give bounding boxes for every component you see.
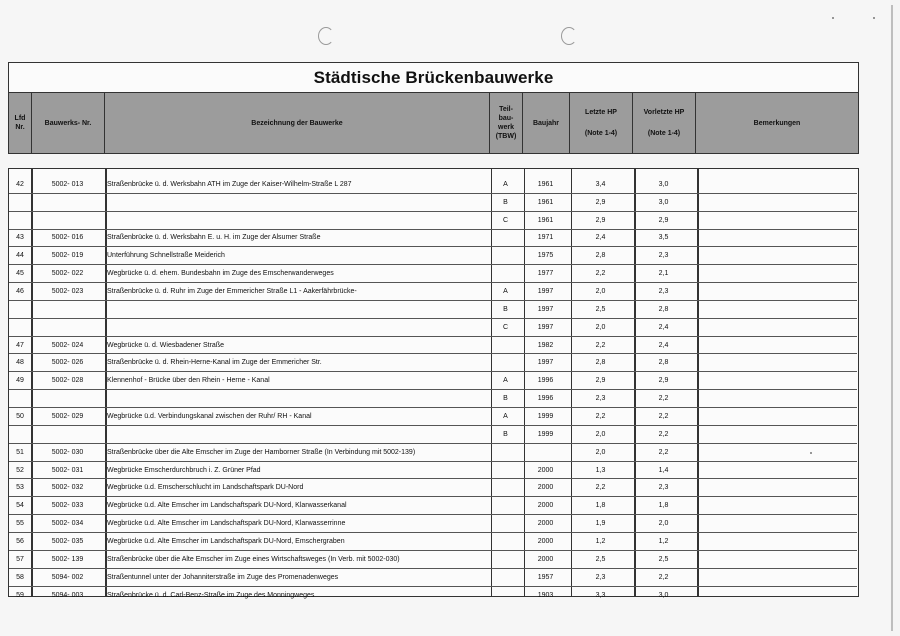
cell-lfd-nr (9, 319, 31, 336)
cell-lfd-nr: 45 (16, 270, 24, 278)
cell-bezeichnung: Straßenbrücke ü. d. Werksbahn ATH im Zuge der Kaiser-Wilhelm-Straße L 287 (107, 180, 352, 188)
cell-bezeichnung: Straßenbrücke ü. d. Werksbahn E. u. H. im Zuge der Alsumer Straße (107, 234, 321, 242)
cell-letzte-hp: 3,4 (595, 180, 606, 188)
cell-teilbauwerk (489, 444, 522, 461)
cell-teilbauwerk (489, 247, 522, 264)
table-row (9, 372, 857, 390)
cell-bemerkungen (695, 212, 857, 229)
cell-bemerkungen (695, 265, 857, 282)
cell-teilbauwerk (489, 515, 522, 532)
cell-baujahr: 1903 (537, 591, 554, 599)
cell-lfd-nr: 42 (16, 180, 24, 188)
header-vorletzte-hp-label: Vorletzte HP (643, 109, 685, 116)
cell-bezeichnung: Straßenbrücke ü. d. Ruhr im Zuge der Emmericher Straße L1 - Aakerfährbrücke- (107, 288, 357, 296)
cell-bemerkungen (695, 426, 857, 443)
cell-bemerkungen (695, 355, 857, 372)
cell-bezeichnung (104, 301, 489, 318)
cell-bezeichnung: Straßenbrücke über die Alte Emscher im Zuge der Hamborner Straße (In Verbindung mit 5002-139) (107, 448, 416, 456)
cell-bemerkungen (695, 551, 857, 568)
cell-bemerkungen (695, 408, 857, 425)
cell-baujahr: 1961 (537, 180, 554, 188)
cell-letzte-hp: 1,9 (595, 520, 606, 528)
cell-bauwerks-nr: 5002- 023 (51, 288, 84, 296)
cell-letzte-hp: 2,5 (595, 555, 606, 563)
cell-bezeichnung: Wegbrücke ü.d. Alte Emscher im Landschaftspark DU-Nord, Emschergraben (107, 537, 345, 545)
cell-baujahr (522, 444, 569, 461)
cell-bemerkungen (695, 587, 857, 605)
cell-baujahr: 1997 (537, 359, 554, 367)
cell-bemerkungen (695, 390, 857, 407)
cell-baujahr: 1975 (537, 252, 554, 260)
cell-bezeichnung: Wegbrücke ü.d. Emscherschlucht im Landschaftspark DU-Nord (107, 484, 304, 492)
cell-lfd-nr: 49 (16, 377, 24, 385)
cell-bauwerks-nr: 5002- 026 (51, 359, 84, 367)
cell-bemerkungen (695, 176, 857, 193)
cell-bemerkungen (695, 247, 857, 264)
cell-bezeichnung: Wegbrücke ü. d. Wiesbadener Straße (107, 341, 224, 349)
cell-letzte-hp: 2,8 (595, 359, 606, 367)
cell-bauwerks-nr: 5002- 034 (51, 520, 84, 528)
cell-teilbauwerk (489, 587, 522, 605)
cell-bezeichnung (104, 390, 489, 407)
cell-baujahr: 1971 (537, 234, 554, 242)
cell-bemerkungen (695, 444, 857, 461)
cell-vorletzte-hp: 2,3 (658, 252, 669, 260)
cell-lfd-nr: 57 (16, 555, 24, 563)
title-box (8, 62, 859, 92)
cell-bauwerks-nr: 5002- 022 (51, 270, 84, 278)
cell-lfd-nr: 46 (16, 288, 24, 296)
cell-teilbauwerk: C (502, 323, 509, 331)
cell-bezeichnung: Wegbrücke ü.d. Alte Emscher im Landschaftspark DU-Nord, Klarwasserkanal (107, 502, 347, 510)
table-row (9, 533, 857, 551)
cell-baujahr: 1997 (537, 323, 554, 331)
header-baujahr: Baujahr (523, 93, 570, 153)
table-row (9, 265, 857, 283)
table-row (9, 355, 857, 373)
table-row (9, 462, 857, 480)
cell-bezeichnung (104, 194, 489, 211)
cell-vorletzte-hp: 2,3 (658, 288, 669, 296)
cell-vorletzte-hp: 2,1 (658, 270, 669, 278)
cell-baujahr: 1996 (537, 395, 554, 403)
cell-baujahr: 1997 (537, 305, 554, 313)
table-row (9, 587, 857, 605)
cell-vorletzte-hp: 2,3 (658, 484, 669, 492)
punch-hole-right (561, 27, 577, 45)
table-row (9, 515, 857, 533)
cell-vorletzte-hp: 2,5 (658, 555, 669, 563)
cell-bemerkungen (695, 497, 857, 514)
cell-lfd-nr (9, 390, 31, 407)
cell-bezeichnung (104, 426, 489, 443)
cell-lfd-nr: 50 (16, 412, 24, 420)
cell-baujahr: 1957 (537, 573, 554, 581)
cell-baujahr: 1999 (537, 412, 554, 420)
cell-vorletzte-hp: 1,4 (658, 466, 669, 474)
cell-bezeichnung: Unterführung Schnellstraße Meiderich (107, 252, 225, 260)
header-teilbauwerk: Teil- bau- werk (TBW) (490, 93, 523, 153)
cell-bemerkungen (695, 194, 857, 211)
cell-lfd-nr: 55 (16, 520, 24, 528)
punch-hole-left (318, 27, 334, 45)
cell-baujahr: 1961 (537, 198, 554, 206)
cell-bauwerks-nr: 5094- 003 (51, 591, 84, 599)
cell-bezeichnung: Wegbrücke ü.d. Verbindungskanal zwischen der Ruhr/ RH - Kanal (107, 412, 312, 420)
cell-baujahr: 2000 (537, 466, 554, 474)
cell-bezeichnung: Wegbrücke ü.d. Alte Emscher im Landschaftspark DU-Nord, Klarwasserrinne (107, 520, 346, 528)
cell-teilbauwerk (489, 337, 522, 354)
scan-speck (873, 17, 875, 19)
cell-bauwerks-nr: 5002- 033 (51, 502, 84, 510)
cell-bauwerks-nr: 5002- 035 (51, 537, 84, 545)
cell-bauwerks-nr: 5002- 029 (51, 412, 84, 420)
cell-vorletzte-hp: 2,0 (658, 520, 669, 528)
cell-teilbauwerk (489, 569, 522, 586)
table-row (9, 426, 857, 444)
header-bemerkungen: Bemerkungen (753, 119, 801, 127)
cell-teilbauwerk: A (503, 377, 508, 385)
cell-letzte-hp: 1,8 (595, 502, 606, 510)
table-row (9, 176, 857, 194)
table-row (9, 551, 857, 569)
cell-baujahr: 1982 (537, 341, 554, 349)
cell-vorletzte-hp: 1,2 (658, 537, 669, 545)
cell-lfd-nr (9, 212, 31, 229)
cell-bauwerks-nr: 5002- 019 (51, 252, 84, 260)
cell-letzte-hp: 2,2 (595, 270, 606, 278)
cell-letzte-hp: 2,3 (595, 395, 606, 403)
cell-teilbauwerk: A (503, 288, 508, 296)
cell-letzte-hp: 2,2 (595, 412, 606, 420)
table-row (9, 194, 857, 212)
cell-bemerkungen (695, 372, 857, 389)
table-row (9, 319, 857, 337)
header-bezeichnung: Bezeichnung der Bauwerke (105, 93, 490, 153)
table-row (9, 479, 857, 497)
cell-lfd-nr: 59 (16, 591, 24, 599)
header-lfd-nr: Lfd Nr. (9, 93, 32, 153)
cell-baujahr: 2000 (537, 484, 554, 492)
cell-bauwerks-nr: 5094- 002 (51, 573, 84, 581)
cell-teilbauwerk: C (502, 216, 509, 224)
cell-bauwerks-nr: 5002- 028 (51, 377, 84, 385)
cell-lfd-nr (9, 194, 31, 211)
cell-baujahr: 1977 (537, 270, 554, 278)
cell-bemerkungen (695, 462, 857, 479)
cell-teilbauwerk (489, 265, 522, 282)
cell-lfd-nr: 48 (16, 359, 24, 367)
cell-bezeichnung: Straßenbrücke über die Alte Emscher im Zuge eines Wirtschaftsweges (In Verb. mit 5002-030) (107, 555, 400, 563)
cell-bauwerks-nr: 5002- 024 (51, 341, 84, 349)
cell-vorletzte-hp: 2,2 (658, 430, 669, 438)
cell-lfd-nr: 52 (16, 466, 24, 474)
cell-bezeichnung: Straßenbrücke ü. d. Carl-Benz-Straße im Zuge des Monningweges (107, 591, 315, 599)
header-vorletzte-hp-sub: (Note 1-4) (647, 130, 681, 137)
page-edge (891, 5, 893, 631)
cell-bauwerks-nr: 5002- 030 (51, 448, 84, 456)
cell-vorletzte-hp: 3,0 (658, 591, 669, 599)
cell-letzte-hp: 2,4 (595, 234, 606, 242)
table-row (9, 212, 857, 230)
table-row (9, 408, 857, 426)
cell-bemerkungen (695, 319, 857, 336)
table-row (9, 283, 857, 301)
cell-bemerkungen (695, 337, 857, 354)
cell-bezeichnung: Wegbrücke ü. d. ehem. Bundesbahn im Zuge des Emscherwanderweges (107, 270, 334, 278)
cell-teilbauwerk: B (503, 395, 508, 403)
table-row (9, 337, 857, 355)
cell-letzte-hp: 2,5 (595, 305, 606, 313)
cell-bauwerks-nr: 5002- 032 (51, 484, 84, 492)
cell-letzte-hp: 2,2 (595, 484, 606, 492)
header-letzte-hp-sub: (Note 1-4) (584, 130, 618, 137)
cell-bemerkungen (695, 569, 857, 586)
cell-bezeichnung (104, 319, 489, 336)
cell-bauwerks-nr (31, 390, 104, 407)
cell-teilbauwerk (489, 462, 522, 479)
cell-baujahr: 2000 (537, 520, 554, 528)
cell-lfd-nr (9, 426, 31, 443)
cell-bezeichnung: Straßenbrücke ü. d. Rhein-Herne-Kanal im Zuge der Emmericher Str. (107, 359, 322, 367)
cell-bemerkungen (695, 283, 857, 300)
cell-bauwerks-nr: 5002- 031 (51, 466, 84, 474)
scan-speck (810, 452, 812, 454)
cell-vorletzte-hp: 2,8 (658, 359, 669, 367)
cell-letzte-hp: 2,0 (595, 448, 606, 456)
table-row (9, 230, 857, 248)
cell-letzte-hp: 3,3 (595, 591, 606, 599)
cell-letzte-hp: 2,9 (595, 216, 606, 224)
cell-lfd-nr: 47 (16, 341, 24, 349)
cell-letzte-hp: 2,8 (595, 252, 606, 260)
cell-bemerkungen (695, 533, 857, 550)
cell-bauwerks-nr: 5002- 139 (51, 555, 84, 563)
cell-baujahr: 1996 (537, 377, 554, 385)
header-bauwerks-nr: Bauwerks- Nr. (32, 93, 105, 153)
cell-lfd-nr: 58 (16, 573, 24, 581)
cell-lfd-nr: 44 (16, 252, 24, 260)
cell-teilbauwerk (489, 230, 522, 247)
cell-teilbauwerk: B (503, 430, 508, 438)
cell-bemerkungen (695, 479, 857, 496)
cell-teilbauwerk: A (503, 412, 508, 420)
cell-letzte-hp: 1,2 (595, 537, 606, 545)
cell-lfd-nr: 54 (16, 502, 24, 510)
table-row (9, 497, 857, 515)
cell-vorletzte-hp: 2,2 (658, 573, 669, 581)
cell-bezeichnung (104, 212, 489, 229)
cell-vorletzte-hp: 2,2 (658, 395, 669, 403)
cell-vorletzte-hp: 2,9 (658, 216, 669, 224)
cell-lfd-nr: 51 (16, 448, 24, 456)
cell-teilbauwerk (489, 479, 522, 496)
cell-bauwerks-nr (31, 212, 104, 229)
cell-bauwerks-nr (31, 301, 104, 318)
table-row (9, 569, 857, 587)
cell-teilbauwerk (489, 497, 522, 514)
cell-bauwerks-nr (31, 319, 104, 336)
cell-lfd-nr: 56 (16, 537, 24, 545)
scan-speck (832, 17, 834, 19)
document-title: Städtische Brückenbauwerke (313, 68, 554, 87)
cell-letzte-hp: 2,0 (595, 288, 606, 296)
cell-bezeichnung: Straßentunnel unter der Johanniterstraße im Zuge des Promenadenweges (107, 573, 339, 581)
cell-vorletzte-hp: 3,5 (658, 234, 669, 242)
cell-vorletzte-hp: 3,0 (658, 180, 669, 188)
cell-vorletzte-hp: 2,8 (658, 305, 669, 313)
cell-vorletzte-hp: 2,4 (658, 323, 669, 331)
cell-vorletzte-hp: 2,2 (658, 412, 669, 420)
cell-letzte-hp: 2,0 (595, 323, 606, 331)
cell-bauwerks-nr: 5002- 013 (51, 180, 84, 188)
cell-baujahr: 1961 (537, 216, 554, 224)
cell-bauwerks-nr (31, 426, 104, 443)
cell-baujahr: 1997 (537, 288, 554, 296)
cell-letzte-hp: 2,3 (595, 573, 606, 581)
table-row (9, 444, 857, 462)
cell-teilbauwerk (489, 355, 522, 372)
cell-bemerkungen (695, 230, 857, 247)
cell-lfd-nr (9, 301, 31, 318)
cell-letzte-hp: 2,2 (595, 341, 606, 349)
table-row (9, 390, 857, 408)
cell-baujahr: 1999 (537, 430, 554, 438)
cell-bauwerks-nr: 5002- 016 (51, 234, 84, 242)
cell-baujahr: 2000 (537, 537, 554, 545)
cell-letzte-hp: 2,9 (595, 377, 606, 385)
table-header (8, 92, 859, 154)
cell-vorletzte-hp: 2,9 (658, 377, 669, 385)
cell-teilbauwerk: A (503, 180, 508, 188)
header-vorletzte-hp (633, 93, 696, 153)
cell-lfd-nr: 53 (16, 484, 24, 492)
cell-letzte-hp: 2,9 (595, 198, 606, 206)
cell-lfd-nr: 43 (16, 234, 24, 242)
header-letzte-hp-label: Letzte HP (585, 109, 617, 116)
cell-letzte-hp: 1,3 (595, 466, 606, 474)
cell-teilbauwerk: B (503, 305, 508, 313)
cell-bemerkungen (695, 515, 857, 532)
cell-vorletzte-hp: 2,4 (658, 341, 669, 349)
header-letzte-hp (570, 93, 633, 153)
cell-teilbauwerk: B (503, 198, 508, 206)
cell-baujahr: 2000 (537, 555, 554, 563)
cell-letzte-hp: 2,0 (595, 430, 606, 438)
cell-bezeichnung: Wegbrücke Emscherdurchbruch i. Z. Grüner Pfad (107, 466, 261, 474)
cell-bemerkungen (695, 301, 857, 318)
cell-vorletzte-hp: 2,2 (658, 448, 669, 456)
table-row (9, 301, 857, 319)
cell-vorletzte-hp: 3,0 (658, 198, 669, 206)
table-row (9, 247, 857, 265)
cell-baujahr: 2000 (537, 502, 554, 510)
cell-teilbauwerk (489, 533, 522, 550)
cell-teilbauwerk (489, 551, 522, 568)
cell-bezeichnung: Klennenhof - Brücke über den Rhein - Herne - Kanal (107, 377, 270, 385)
cell-vorletzte-hp: 1,8 (658, 502, 669, 510)
cell-bauwerks-nr (31, 194, 104, 211)
bridge-table-body (8, 168, 859, 597)
